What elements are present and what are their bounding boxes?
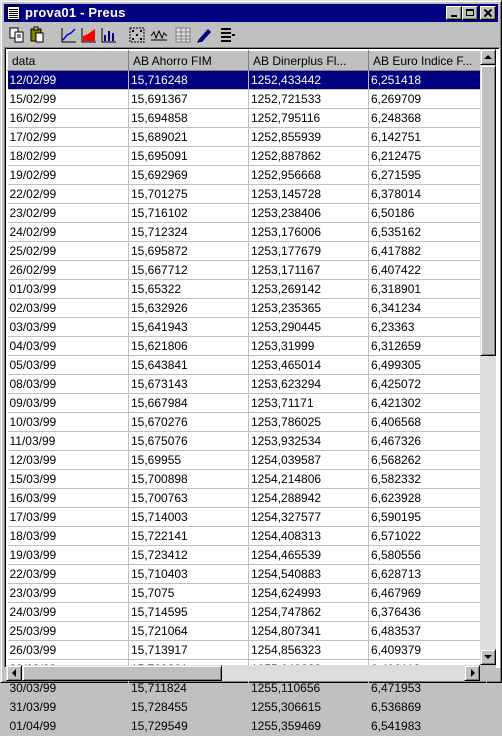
bar-chart-icon[interactable] [100,26,118,44]
scatter-chart-icon[interactable] [128,26,146,44]
table-row[interactable] [8,337,487,356]
table-row[interactable] [8,166,487,185]
cell-date[interactable]: 25/03/99 [8,622,129,641]
vertical-scroll-thumb[interactable] [480,65,496,356]
cell-ab-ahorro[interactable]: 15,723412 [129,546,249,565]
table-row[interactable] [8,299,487,318]
pen-icon[interactable] [196,26,214,44]
table-row[interactable] [8,527,487,546]
cell-date[interactable]: 23/02/99 [8,204,129,223]
data-grid[interactable] [4,47,500,733]
cell-ab-ahorro[interactable]: 15,641943 [129,318,249,337]
arrow-up-icon [484,55,492,59]
table-row[interactable] [8,584,487,603]
cell-ab-dinerplus[interactable]: 1254,214806 [249,470,369,489]
cell-date[interactable]: 02/03/99 [8,299,129,318]
cell-date[interactable]: 03/03/99 [8,318,129,337]
cell-date[interactable]: 26/03/99 [8,641,129,660]
cell-ab-ahorro[interactable]: 15,7075 [129,584,249,603]
cell-ab-ahorro[interactable]: 15,716102 [129,204,249,223]
cell-ab-euro-indice[interactable]: 6,471953 [369,679,487,698]
cell-ab-euro-indice[interactable]: 6,251418 [369,71,487,90]
table-row[interactable] [8,204,487,223]
grid-icon[interactable] [174,26,192,44]
scroll-up-button[interactable] [480,49,496,65]
cell-ab-euro-indice[interactable]: 6,409379 [369,641,487,660]
cell-ab-euro-indice[interactable]: 6,50186 [369,204,487,223]
cell-date[interactable]: 18/03/99 [8,527,129,546]
cell-ab-ahorro[interactable]: 15,695091 [129,147,249,166]
table-row[interactable] [8,565,487,584]
cell-ab-ahorro[interactable]: 15,667712 [129,261,249,280]
line-chart-icon[interactable] [60,26,78,44]
horizontal-scrollbar[interactable] [6,665,480,681]
table-row[interactable] [8,128,487,147]
cell-ab-euro-indice[interactable]: 6,421302 [369,394,487,413]
maximize-button[interactable] [462,6,478,20]
cell-ab-dinerplus[interactable]: 1255,110656 [249,679,369,698]
cell-ab-dinerplus[interactable]: 1253,177679 [249,242,369,261]
cell-ab-euro-indice[interactable]: 6,628713 [369,565,487,584]
table-row[interactable] [8,375,487,394]
cell-ab-euro-indice[interactable]: 6,23363 [369,318,487,337]
cell-ab-dinerplus[interactable]: 1252,795116 [249,109,369,128]
cell-ab-dinerplus[interactable]: 1254,807341 [249,622,369,641]
table-row[interactable] [8,90,487,109]
document-icon[interactable] [7,6,20,20]
cell-ab-ahorro[interactable]: 15,643841 [129,356,249,375]
cell-ab-euro-indice[interactable]: 6,483537 [369,622,487,641]
cell-ab-euro-indice[interactable]: 6,541983 [369,717,487,736]
cell-date[interactable]: 12/02/99 [8,71,129,90]
cell-ab-ahorro[interactable]: 15,692969 [129,166,249,185]
cell-date[interactable]: 01/03/99 [8,280,129,299]
cell-ab-dinerplus[interactable]: 1254,039587 [249,451,369,470]
cell-ab-dinerplus[interactable]: 1253,145728 [249,185,369,204]
cell-ab-dinerplus[interactable]: 1253,932534 [249,432,369,451]
arrow-down-icon [484,655,492,659]
cell-date[interactable]: 04/03/99 [8,337,129,356]
cell-ab-dinerplus[interactable]: 1254,624993 [249,584,369,603]
cell-ab-ahorro[interactable]: 15,621806 [129,337,249,356]
cell-date[interactable]: 08/03/99 [8,375,129,394]
arrow-left-icon [12,669,16,677]
table-row[interactable] [8,470,487,489]
cell-ab-euro-indice[interactable]: 6,312659 [369,337,487,356]
cell-ab-euro-indice[interactable]: 6,376436 [369,603,487,622]
table-row[interactable] [8,546,487,565]
column-header-ab-ahorro[interactable]: AB Ahorro FIM [129,51,249,71]
cell-ab-dinerplus[interactable]: 1253,235365 [249,299,369,318]
cell-ab-euro-indice[interactable]: 6,590195 [369,508,487,527]
cell-date[interactable]: 26/02/99 [8,261,129,280]
cell-date[interactable]: 31/03/99 [8,698,129,717]
cell-ab-euro-indice[interactable]: 6,425072 [369,375,487,394]
table-row[interactable] [8,71,487,90]
scroll-corner [480,665,496,681]
cell-date[interactable]: 16/02/99 [8,109,129,128]
header-row [8,51,487,71]
toolbar [4,24,498,46]
list-icon[interactable] [218,26,236,44]
cell-ab-ahorro[interactable]: 15,689021 [129,128,249,147]
cell-ab-dinerplus[interactable]: 1254,288942 [249,489,369,508]
table-row[interactable] [8,318,487,337]
cell-ab-dinerplus[interactable]: 1254,465539 [249,546,369,565]
cell-date[interactable]: 12/03/99 [8,451,129,470]
cell-ab-ahorro[interactable]: 15,65322 [129,280,249,299]
cell-date[interactable]: 16/03/99 [8,489,129,508]
cell-ab-euro-indice[interactable]: 6,417882 [369,242,487,261]
table-row[interactable] [8,432,487,451]
table-body [8,71,487,736]
cell-ab-euro-indice[interactable]: 6,467326 [369,432,487,451]
cell-ab-euro-indice[interactable]: 6,571022 [369,527,487,546]
cell-date[interactable]: 05/03/99 [8,356,129,375]
cell-ab-ahorro[interactable]: 15,670276 [129,413,249,432]
cell-ab-ahorro[interactable]: 15,695872 [129,242,249,261]
cell-ab-dinerplus[interactable]: 1253,71171 [249,394,369,413]
window-title: prova01 - Preus [25,5,126,20]
cell-date[interactable]: 09/03/99 [8,394,129,413]
cell-ab-dinerplus[interactable]: 1252,855939 [249,128,369,147]
cell-ab-ahorro[interactable]: 15,716248 [129,71,249,90]
arrow-right-icon [471,669,475,677]
cell-ab-dinerplus[interactable]: 1254,856323 [249,641,369,660]
cell-ab-ahorro[interactable]: 15,714003 [129,508,249,527]
cell-ab-dinerplus[interactable]: 1253,31999 [249,337,369,356]
title-bar[interactable] [4,4,498,22]
cell-ab-dinerplus[interactable]: 1253,238406 [249,204,369,223]
cell-ab-dinerplus[interactable]: 1253,290445 [249,318,369,337]
cell-date[interactable]: 15/03/99 [8,470,129,489]
cell-ab-euro-indice[interactable]: 6,623928 [369,489,487,508]
cell-date[interactable]: 19/03/99 [8,546,129,565]
cell-ab-euro-indice[interactable]: 6,378014 [369,185,487,204]
wave-chart-icon[interactable] [150,26,168,44]
cell-ab-dinerplus[interactable]: 1253,176006 [249,223,369,242]
cell-ab-dinerplus[interactable]: 1252,956668 [249,166,369,185]
cell-ab-dinerplus[interactable]: 1253,171167 [249,261,369,280]
cell-ab-dinerplus[interactable]: 1254,540883 [249,565,369,584]
cell-ab-euro-indice[interactable]: 6,248368 [369,109,487,128]
copy-icon[interactable] [8,26,26,44]
cell-ab-ahorro[interactable]: 15,700763 [129,489,249,508]
cell-ab-ahorro[interactable]: 15,69955 [129,451,249,470]
cell-date[interactable]: 23/03/99 [8,584,129,603]
cell-date[interactable]: 22/03/99 [8,565,129,584]
cell-ab-ahorro[interactable]: 15,728455 [129,698,249,717]
scroll-right-button[interactable] [464,665,480,681]
table-row[interactable] [8,679,487,698]
cell-ab-ahorro[interactable]: 15,667984 [129,394,249,413]
cell-ab-dinerplus[interactable]: 1253,786025 [249,413,369,432]
horizontal-scroll-thumb[interactable] [22,665,222,681]
table-row[interactable] [8,622,487,641]
cell-date[interactable]: 11/03/99 [8,432,129,451]
cell-ab-ahorro[interactable]: 15,675076 [129,432,249,451]
cell-ab-dinerplus[interactable]: 1252,887862 [249,147,369,166]
cell-ab-euro-indice[interactable]: 6,318901 [369,280,487,299]
cell-ab-dinerplus[interactable]: 1255,306615 [249,698,369,717]
table-row[interactable] [8,261,487,280]
table-row[interactable] [8,356,487,375]
table-row[interactable] [8,508,487,527]
cell-ab-euro-indice[interactable]: 6,406568 [369,413,487,432]
cell-date[interactable]: 19/02/99 [8,166,129,185]
table-row[interactable] [8,451,487,470]
column-header-ab-euro-indice[interactable]: AB Euro Indice F... [369,51,487,71]
cell-ab-dinerplus[interactable]: 1252,433442 [249,71,369,90]
table-row[interactable] [8,185,487,204]
cell-ab-euro-indice[interactable]: 6,271595 [369,166,487,185]
cell-ab-ahorro[interactable]: 15,714595 [129,603,249,622]
minimize-button[interactable] [446,6,462,20]
cell-ab-dinerplus[interactable]: 1255,359469 [249,717,369,736]
table-row[interactable] [8,147,487,166]
cell-ab-ahorro[interactable]: 15,711824 [129,679,249,698]
column-header-data[interactable]: data [8,51,129,71]
cell-ab-ahorro[interactable]: 15,721064 [129,622,249,641]
cell-date[interactable]: 25/02/99 [8,242,129,261]
cell-ab-ahorro[interactable]: 15,691367 [129,90,249,109]
cell-date[interactable]: 24/03/99 [8,603,129,622]
table-row[interactable] [8,394,487,413]
cell-ab-ahorro[interactable]: 15,700898 [129,470,249,489]
table-row[interactable] [8,109,487,128]
cell-ab-euro-indice[interactable]: 6,269709 [369,90,487,109]
cell-ab-ahorro[interactable]: 15,713917 [129,641,249,660]
cell-ab-ahorro[interactable]: 15,673143 [129,375,249,394]
cell-ab-dinerplus[interactable]: 1254,408313 [249,527,369,546]
cell-ab-dinerplus[interactable]: 1252,721533 [249,90,369,109]
cell-date[interactable]: 10/03/99 [8,413,129,432]
cell-ab-dinerplus[interactable]: 1253,269142 [249,280,369,299]
cell-ab-euro-indice[interactable]: 6,499305 [369,356,487,375]
cell-date[interactable]: 17/03/99 [8,508,129,527]
area-chart-icon[interactable] [80,26,98,44]
cell-ab-euro-indice[interactable]: 6,142751 [369,128,487,147]
cell-ab-euro-indice[interactable]: 6,568262 [369,451,487,470]
table-row[interactable] [8,641,487,660]
cell-ab-euro-indice[interactable]: 6,580556 [369,546,487,565]
cell-ab-dinerplus[interactable]: 1253,623294 [249,375,369,394]
cell-date[interactable]: 18/02/99 [8,147,129,166]
cell-ab-ahorro[interactable]: 15,729549 [129,717,249,736]
cell-date[interactable]: 24/02/99 [8,223,129,242]
cell-date[interactable]: 01/04/99 [8,717,129,736]
table-row[interactable] [8,413,487,432]
cell-ab-ahorro[interactable]: 15,712324 [129,223,249,242]
table-row[interactable] [8,242,487,261]
cell-date[interactable]: 17/02/99 [8,128,129,147]
prices-table [7,50,487,736]
cell-date[interactable]: 15/02/99 [8,90,129,109]
cell-ab-ahorro[interactable]: 15,710403 [129,565,249,584]
cell-ab-dinerplus[interactable]: 1254,747862 [249,603,369,622]
cell-date[interactable]: 22/02/99 [8,185,129,204]
paste-icon[interactable] [28,26,46,44]
table-row[interactable] [8,698,487,717]
cell-ab-euro-indice[interactable]: 6,467969 [369,584,487,603]
cell-ab-euro-indice[interactable]: 6,212475 [369,147,487,166]
cell-ab-euro-indice[interactable]: 6,535162 [369,223,487,242]
cell-ab-ahorro[interactable]: 15,632926 [129,299,249,318]
cell-ab-euro-indice[interactable]: 6,341234 [369,299,487,318]
cell-ab-euro-indice[interactable]: 6,536869 [369,698,487,717]
vertical-scrollbar[interactable] [480,49,496,665]
table-row[interactable] [8,280,487,299]
cell-ab-euro-indice[interactable]: 6,407422 [369,261,487,280]
scroll-left-button[interactable] [6,665,22,681]
cell-ab-dinerplus[interactable]: 1254,327577 [249,508,369,527]
table-row[interactable] [8,489,487,508]
close-button[interactable] [480,6,496,20]
table-row[interactable] [8,223,487,242]
cell-ab-ahorro[interactable]: 15,722141 [129,527,249,546]
cell-ab-ahorro[interactable]: 15,694858 [129,109,249,128]
scroll-down-button[interactable] [480,649,496,665]
cell-date[interactable]: 30/03/99 [8,679,129,698]
table-row[interactable] [8,603,487,622]
column-header-ab-dinerplus[interactable]: AB Dinerplus Fl... [249,51,369,71]
table-row[interactable] [8,717,487,736]
cell-ab-dinerplus[interactable]: 1253,465014 [249,356,369,375]
cell-ab-ahorro[interactable]: 15,701275 [129,185,249,204]
cell-ab-euro-indice[interactable]: 6,582332 [369,470,487,489]
